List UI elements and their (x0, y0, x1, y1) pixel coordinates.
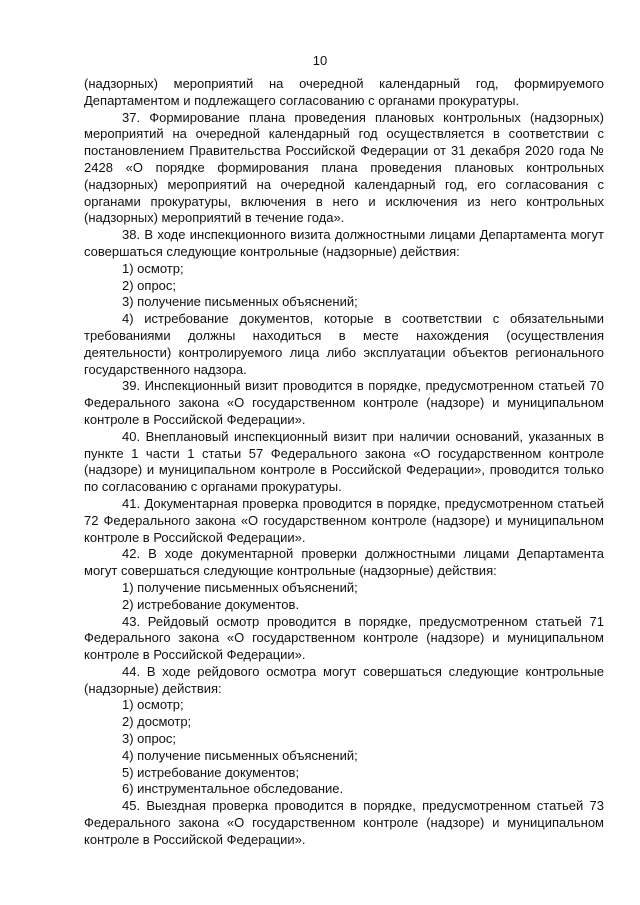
paragraph-38: 38. В ходе инспекционного визита должностными лицами Департамента могут совершаться следующие контрольные (надзорные) действия: (84, 227, 604, 259)
page-number: 10 (312, 53, 328, 68)
list-item: 5) истребование документов; (122, 764, 300, 780)
list-item: 2) опрос; (122, 277, 177, 293)
paragraph-37: 37. Формирование плана проведения плановых контрольных (надзорных) мероприятий на очередной календарный год осуществляется в соответствии с постановлением Правительства Российской Федерации от 31 декабря 2020 года № 2428 «О порядке формирования плана проведения плановых контрольных (надзорных) мероприятий на очередной календарный год, его согласования с органами прокуратуры, включения в него и исключения из него контрольных (надзорных) мероприятий в течение года». (84, 109, 604, 226)
paragraph-43: 43. Рейдовый осмотр проводится в порядке, предусмотренном статьей 71 Федерального закона «О государственном контроле (надзоре) и муниципальном контроле в Российской Федерации». (84, 613, 604, 663)
paragraph-39: 39. Инспекционный визит проводится в порядке, предусмотренном статьей 70 Федерального закона «О государственном контроле (надзоре) и муниципальном контроле в Российской Федерации». (84, 378, 604, 427)
paragraph-41: 41. Документарная проверка проводится в порядке, предусмотренном статьей 72 Федерального закона «О государственном контроле (надзоре) и муниципальном контроле в Российской Федерации». (84, 495, 604, 545)
paragraph-40: 40. Внеплановый инспекционный визит при наличии оснований, указанных в пункте 1 части 1 статьи 57 Федерального закона «О государственном контроле (надзоре) и муниципальном контроле в Российской Федерации», проводится только по согласованию с органами прокуратуры. (84, 428, 604, 495)
list-item: 3) опрос; (122, 731, 177, 747)
paragraph-42: 42. В ходе документарной проверки должностными лицами Департамента могут совершаться следующие контрольные (надзорные) действия: (84, 546, 604, 579)
list-item: 2) истребование документов. (122, 596, 300, 612)
list-item: 1) осмотр; (122, 697, 184, 713)
paragraph-44: 44. В ходе рейдового осмотра могут совершаться следующие контрольные (надзорные) действия: (84, 663, 604, 696)
list-item: 1) получение письменных объяснений; (122, 579, 358, 595)
list-item: 6) инструментальное обследование. (122, 781, 344, 797)
list-item: 4) получение письменных объяснений; (122, 747, 358, 763)
document-body (84, 76, 604, 849)
paragraph-continuation: (надзорных) мероприятий на очередной календарный год, формируемого Департаментом и подлежащего согласованию с органами прокуратуры. (84, 76, 604, 108)
paragraph-45: 45. Выездная проверка проводится в порядке, предусмотренном статьей 73 Федерального закона «О государственном контроле (надзоре) и муниципальном контроле в Российской Федерации». (84, 798, 604, 847)
list-item: 1) осмотр; (122, 260, 184, 276)
list-item: 4) истребование документов, которые в соответствии с обязательными требованиями должны находиться в месте нахождения (осуществления деятельности) контролируемого лица либо эксплуатации объектов регионального государственного надзора. (84, 311, 604, 377)
list-item: 2) досмотр; (122, 714, 192, 730)
list-item: 3) получение письменных объяснений; (122, 294, 358, 310)
